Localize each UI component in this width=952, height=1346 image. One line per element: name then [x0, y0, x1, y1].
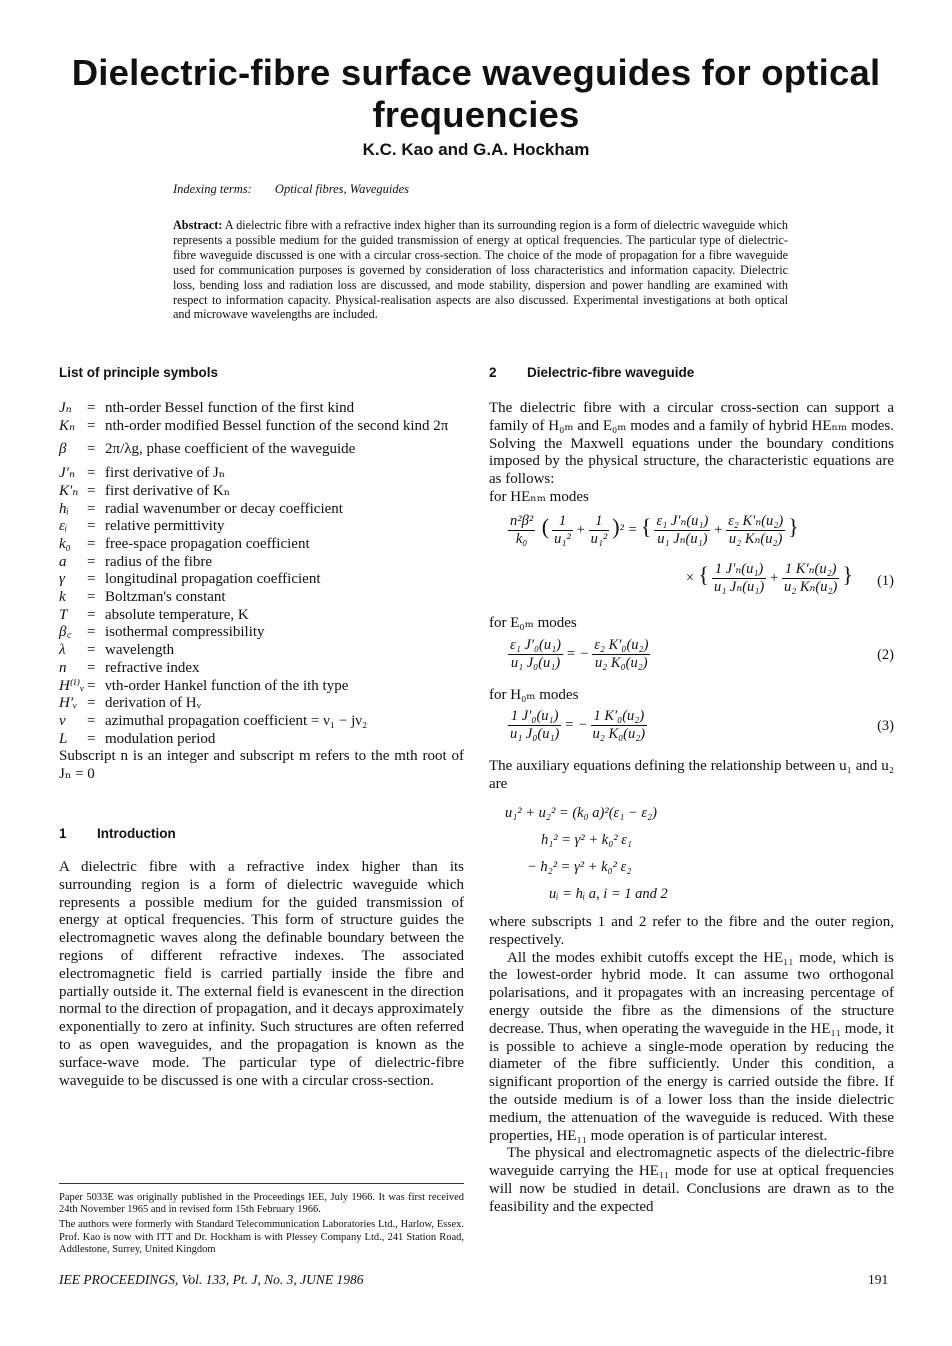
symbol: K′ₙ — [59, 482, 79, 499]
symbol-description: first derivative of Jₙ — [105, 465, 226, 482]
section2-paragraph-2: All the modes exhibit cutoffs except the HE₁₁ mode, which is the lowest-order hybrid mode. It can assume two orthogonal polarisations, and it propagates with an increasing percentage of energy outside the fibre as the dimensions of the structure decrease. Thus, when operating the waveguide in the HE₁₁ mode, it is possible to achieve a single-mode operation by reducing the diameter of the fibre sufficiently. Under this condition, a significant proportion of the energy is carried outside the fibre. If the outside medium is of a lower loss than the inside dielectric medium, the attenuation of the waveguide is reduced. With these properties, HE₁₁ mode operation is of particular interest. — [489, 949, 894, 1144]
section-title: Dielectric-fibre waveguide — [527, 365, 695, 380]
symbol-row: εᵢ = relative permittivity — [59, 518, 464, 536]
section2-heading — [489, 365, 894, 380]
symbol-row: hᵢ = radial wavenumber or decay coefficient — [59, 501, 464, 519]
symbol-description: longitudinal propagation coefficient — [105, 571, 321, 588]
symbol-row: λ = wavelength — [59, 642, 464, 660]
symbol: k — [59, 589, 66, 606]
symbol: λ — [59, 642, 66, 659]
symbol-description: free-space propagation coefficient — [105, 535, 310, 552]
symbol-description: radial wavenumber or decay coefficient — [105, 500, 343, 517]
symbol-row: k = Boltzman's constant — [59, 589, 464, 607]
abstract-label: Abstract: — [173, 218, 223, 232]
symbol-description: absolute temperature, K — [105, 606, 249, 623]
symbol-description: nth-order modified Bessel function of the second kind 2π — [105, 417, 449, 434]
symbol-description: modulation period — [105, 730, 216, 747]
left-column — [59, 365, 464, 1090]
symbol: hᵢ — [59, 500, 69, 517]
symbol-row: a = radius of the fibre — [59, 554, 464, 572]
symbol-description: νth-order Hankel function of the ith type — [105, 677, 349, 694]
he-modes-label: for HEₙₘ modes — [489, 488, 589, 505]
symbol-description: azimuthal propagation coefficient = ν₁ − jν₂ — [105, 712, 368, 729]
aux-equation: h₁² = γ² + k₀² ε₁ — [541, 831, 632, 848]
symbol: J′ₙ — [59, 465, 76, 482]
symbol-description: radius of the fibre — [105, 553, 213, 570]
symbol-row: γ = longitudinal propagation coefficient — [59, 571, 464, 589]
symbol-row: β꜀ = isothermal compressibility — [59, 624, 464, 642]
symbol-row: H⁽ⁱ⁾ᵥ = νth-order Hankel function of the ith type — [59, 678, 464, 696]
page-number: 191 — [868, 1272, 889, 1287]
symbol-row: k₀ = free-space propagation coefficient — [59, 536, 464, 554]
section2-paragraph-3: The physical and electromagnetic aspects of the dielectric-fibre waveguide carrying the HE₁₁ mode for use at optical frequencies will now be studied in detail. Conclusions are drawn as to the feasibility and the expected — [489, 1145, 894, 1215]
subscript-note: Subscript n is an integer and subscript m refers to the mth root of Jₙ = 0 — [59, 748, 464, 783]
symbol: T — [59, 606, 68, 623]
symbol-row: Jₙ = nth-order Bessel function of the first kind — [59, 400, 464, 418]
symbol-row: ν = azimuthal propagation coefficient = ν₁ − jν₂ — [59, 713, 464, 731]
section-number: 1 — [59, 825, 67, 841]
symbol-row: K′ₙ = first derivative of Kₙ — [59, 483, 464, 501]
equation-3: $\frac{\text{1 J′₀(u₁)}}{\text{u₁ J₀(u₁)}}$ = − $\frac{\text{1 K′₀(u₂)}}{\text{u₂ K₀(u₂)}}$ (3) — [510, 708, 894, 743]
footnote-publication: Paper 5033E was originally published in the Proceedings IEE, July 1966. It was first received 24th November 1965 and in revised form 15th February 1966. — [59, 1192, 464, 1216]
authors: K.C. Kao and G.A. Hockham — [362, 140, 590, 159]
section2-paragraph-1: The dielectric fibre with a circular cross-section can support a family of H₀ₘ and E₀ₘ modes and a family of hybrid HEₙₘ modes. Solving the Maxwell equations under the boundary conditions imposed by the physical structure, the characteristic equations are as follows: — [489, 400, 894, 488]
equation-1: $\frac{\text{n²β²}}{\text{k₀}}$ ( $\frac{1}{\text{u₁²}}$ + $\frac{1}{\text{u₁²}}$ )² = { $\frac{\text{ε₁ J′ₙ(u₁)}}{\text{u₁ Jₙ(u₁)}}$ + $\frac{\text{ε₂ K′ₙ(u₂)}}{\text{u₂ Kₙ(u₂)}}$ } × { $\frac{\text{1 J′ₙ(u₁)}}{\text{u₁ Jₙ(u₁)}}$ + $\frac{\text{1 K′ₙ(u₂)}}{\text{u₂ Kₙ(u₂)}}$ } (1) — [510, 512, 894, 595]
footnotes — [59, 1183, 464, 1259]
symbol: Jₙ — [59, 400, 72, 416]
symbol-description: first derivative of Kₙ — [105, 482, 231, 499]
aux-intro: The auxiliary equations defining the relationship between u₁ and u₂ are — [489, 758, 894, 793]
symbol: ν — [59, 712, 66, 729]
abstract-text: A dielectric fibre with a refractive index higher than its surrounding region is a form of dielectric waveguide which represents a possible medium for the guided transmission of energy at optical frequencies. The particular type of dielectric-fibre waveguide discussed is one with a circular cross-section. The choice of the mode of propagation for a fibre waveguide used for communication purposes is governed by consideration of loss characteristics and information capacity. Dielectric loss, bending loss and radiation loss are discussed, and mode stability, dispersion and power handling are examined with respect to information capacity. Physical-realisation aspects are also discussed. Experimental investigations at both optical and microwave wavelengths are included. — [173, 218, 788, 322]
intro-paragraph: A dielectric fibre with a refractive index higher than its surrounding region is a form of dielectric waveguide which represents a possible medium for the guided transmission of energy at optical frequencies. This form of structure guides the electromagnetic waves along the definable boundary between the regions of different refractive indexes. The associated electromagnetic field is carried partially inside the fibre and partially outside it. The external field is evanescent in the direction normal to the direction of propagation, and it decays approximately exponentially to zero at infinity. Such structures are often referred to as open waveguides, and the propagation is known as the surface-wave mode. The particular type of dielectric-fibre waveguide to be discussed is one with a circular cross-section. — [59, 858, 464, 1089]
paper-title: Dielectric-fibre surface waveguides for optical frequencies — [71, 52, 881, 135]
symbol: k₀ — [59, 535, 71, 552]
symbol-description: relative permittivity — [105, 518, 225, 535]
symbol-row: H′ᵥ = derivation of Hᵥ — [59, 695, 464, 713]
where-paragraph: where subscripts 1 and 2 refer to the fibre and the outer region, respectively. — [489, 913, 894, 948]
symbol: n — [59, 659, 67, 676]
abstract — [173, 218, 788, 322]
symbol-description: derivation of Hᵥ — [105, 695, 202, 712]
symbol-row: n = refractive index — [59, 660, 464, 678]
symbol: H′ᵥ — [59, 695, 78, 712]
symbol-description: nth-order Bessel function of the first kind — [105, 400, 355, 416]
symbol: a — [59, 553, 67, 570]
h-modes-label: for H₀ₘ modes — [489, 686, 579, 703]
section-number: 2 — [489, 365, 497, 380]
section-title: Introduction — [97, 825, 176, 841]
aux-equation: uᵢ = hᵢ a, i = 1 and 2 — [549, 885, 668, 902]
symbol-row: T = absolute temperature, K — [59, 607, 464, 625]
aux-equation: u₁² + u₂² = (k₀ a)²(ε₁ − ε₂) — [505, 804, 657, 821]
symbol-description: Boltzman's constant — [105, 589, 226, 606]
symbol: L — [59, 730, 68, 747]
journal-citation: IEE PROCEEDINGS, Vol. 133, Pt. J, No. 3, JUNE 1986 — [59, 1272, 364, 1287]
symbol-description: wavelength — [105, 642, 175, 659]
equation-2: $\frac{\text{ε₁ J′₀(u₁)}}{\text{u₁ J₀(u₁)}}$ = − $\frac{\text{ε₂ K′₀(u₂)}}{\text{u₂ K₀(u₂)}}$ (2) — [510, 636, 894, 671]
intro-heading — [59, 826, 464, 841]
symbol-row: Kₙ = nth-order modified Bessel function of the second kind 2π — [59, 418, 464, 436]
symbol: εᵢ — [59, 518, 68, 535]
symbol-description: refractive index — [105, 659, 200, 676]
symbol-row: J′ₙ = first derivative of Jₙ — [59, 465, 464, 483]
indexing-label: Indexing terms: — [173, 182, 252, 196]
symbol: Kₙ — [59, 417, 76, 434]
symbol: β꜀ — [59, 624, 72, 641]
footnote-authors: The authors were formerly with Standard Telecommunication Laboratories Ltd., Harlow, Essex. Prof. Kao is now with ITT and Dr. Hockham is with Plessey Company Ltd., 241 Station Road, Addlestone, Surrey, United Kingdom — [59, 1219, 464, 1255]
equation-number: (3) — [877, 718, 894, 735]
symbol-description: 2π/λg, phase coefficient of the waveguide — [105, 441, 356, 458]
symbol: γ — [59, 571, 65, 588]
symbol: β — [59, 441, 67, 458]
footnote-rule — [59, 1183, 464, 1184]
symbols-heading: List of principle symbols — [59, 365, 219, 380]
equation-number: (2) — [877, 646, 894, 663]
symbol: H⁽ⁱ⁾ᵥ — [59, 677, 85, 694]
symbol-list — [59, 400, 464, 748]
symbol-description: isothermal compressibility — [105, 624, 265, 641]
indexing-terms — [173, 182, 409, 197]
symbol-row: L = modulation period — [59, 731, 464, 749]
equation-number: (1) — [877, 572, 894, 589]
symbol-row: β = 2π/λg, phase coefficient of the waveguide — [59, 441, 464, 459]
e-modes-label: for E₀ₘ modes — [489, 614, 577, 631]
indexing-values: Optical fibres, Waveguides — [274, 182, 410, 196]
right-column — [489, 365, 894, 1217]
aux-equation: − h₂² = γ² + k₀² ε₂ — [527, 858, 632, 875]
auxiliary-equations — [489, 800, 894, 908]
